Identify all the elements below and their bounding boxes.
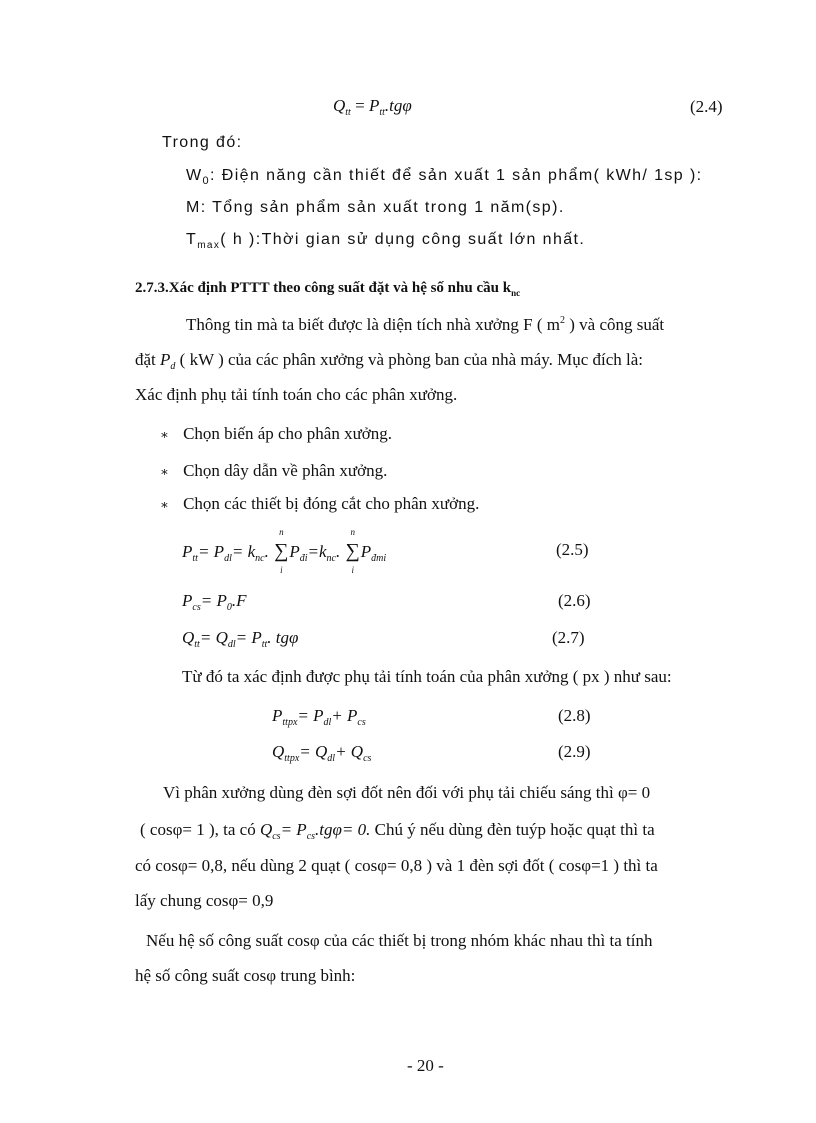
eq29-cs: cs xyxy=(363,753,372,764)
eq24-Q-sub: tt xyxy=(345,107,351,118)
bullet-item xyxy=(160,494,479,514)
tmax-text: ( h ):Thời gian sử dụng công suất lớn nhất. xyxy=(220,231,586,248)
bullet-marker: ∗ xyxy=(160,427,169,442)
sum-upper-limit: n xyxy=(279,527,284,537)
equation-2-8 xyxy=(272,706,366,728)
eq25-P: P xyxy=(182,542,193,561)
eq26-P: P xyxy=(182,591,193,610)
eq25-dl: dl xyxy=(224,553,232,564)
eq28-P: P xyxy=(272,706,283,725)
eq27-dl: dl xyxy=(227,639,236,650)
para3-Q: Q xyxy=(259,820,273,839)
w0-sub: 0 xyxy=(202,175,211,187)
eq24-P: P xyxy=(368,96,380,115)
eq29-Q: Q xyxy=(272,742,285,761)
equation-2-9 xyxy=(272,742,371,764)
eq25-Pdm: P xyxy=(360,542,372,561)
equation-number-2-7: (2.7) xyxy=(552,628,585,647)
para1-line1-sup: 2 xyxy=(559,315,565,326)
eq26-end: .F xyxy=(231,591,247,610)
heading-sub: nc xyxy=(511,288,521,298)
summation-icon: ∑ n i xyxy=(274,527,289,575)
eq28-dl: dl xyxy=(323,717,332,728)
equation-number-2-9: (2.9) xyxy=(558,742,591,761)
eq24-Q: Q xyxy=(333,96,346,115)
para1-line2-b: ( kW ) của các phân xưởng và phòng ban của nhà máy. Mục đích là: xyxy=(175,350,644,369)
para1-line1 xyxy=(186,315,664,335)
tmax-label: T xyxy=(186,231,198,248)
para3-cs: cs xyxy=(272,831,281,842)
bullet-text: Chọn các thiết bị đóng cắt cho phân xưởng. xyxy=(183,494,480,513)
eq25-dot: . xyxy=(264,542,269,561)
eq29-ttpx: ttpx xyxy=(284,753,300,764)
sum-lower-limit: i xyxy=(351,565,355,575)
para4-line1: Nếu hệ số công suất cosφ của các thiết bị trong nhóm khác nhau thì ta tính xyxy=(146,931,653,950)
definition-m: M: Tổng sản phẩm sản xuất trong 1 năm(sp). xyxy=(186,199,565,216)
para3-line4: lấy chung cosφ= 0,9 xyxy=(135,891,274,910)
para1-line1-b: ) và công suất xyxy=(564,315,665,334)
eq27-tt: tt xyxy=(194,639,200,650)
eq28-mid: = P xyxy=(297,706,324,725)
w0-label: W xyxy=(186,167,203,184)
bullet-marker: ∗ xyxy=(160,497,169,512)
eq27-Q: Q xyxy=(182,628,195,647)
para1-line1-a: Thông tin mà ta biết được là diện tích nhà xưởng F ( m xyxy=(186,315,560,334)
eq25-di: đi xyxy=(299,553,308,564)
eq26-cs: cs xyxy=(192,602,201,613)
w0-text: : Điện năng cần thiết để sản xuất 1 sản phẩm( kWh/ 1sp ): xyxy=(210,167,703,184)
summation-icon: ∑ n i xyxy=(345,527,360,575)
definition-tmax xyxy=(186,231,585,251)
bullet-text: Chọn dây dẫn về phân xưởng. xyxy=(183,461,388,480)
para3-cs2: cs xyxy=(306,831,316,842)
tmax-sub: max xyxy=(197,240,221,251)
bullet-item xyxy=(160,424,392,444)
equation-2-4 xyxy=(333,96,412,118)
equation-number-2-8: (2.8) xyxy=(558,706,591,725)
bullet-marker: ∗ xyxy=(160,464,169,479)
equation-2-7 xyxy=(182,628,298,650)
definition-w0 xyxy=(186,167,703,187)
sum-upper-limit: n xyxy=(350,527,355,537)
para2: Từ đó ta xác định được phụ tải tính toán của phân xưởng ( px ) như sau: xyxy=(182,667,672,686)
para1-line2 xyxy=(135,350,643,372)
eq25-eq2: = k xyxy=(231,542,256,561)
para3-mid: = P xyxy=(280,820,307,839)
eq25-dmi: đmi xyxy=(371,553,387,564)
eq24-rest: .tgφ xyxy=(384,96,412,115)
eq27-tt2: tt xyxy=(261,639,268,650)
eq24-equals: = xyxy=(355,96,365,115)
para3-line2-a: ( cosφ= 1 ), ta có xyxy=(140,820,260,839)
para3-line1: Vì phân xưởng dùng đèn sợi đốt nên đối với phụ tải chiếu sáng thì φ= 0 xyxy=(163,783,651,802)
eq28-ttpx: ttpx xyxy=(282,717,298,728)
eq24-P-sub: tt xyxy=(379,107,385,118)
para1-line3: Xác định phụ tải tính toán cho các phân xưởng. xyxy=(135,385,458,404)
eq28-cs: cs xyxy=(357,717,366,728)
equation-2-5 xyxy=(182,527,387,575)
equation-number-2-5: (2.5) xyxy=(556,540,589,559)
equation-number-2-6: (2.6) xyxy=(558,591,591,610)
eq25-eq1: = P xyxy=(197,542,225,561)
eq26-zero: 0 xyxy=(226,602,232,613)
eq28-plus: + P xyxy=(331,706,358,725)
para4-line2: hệ số công suất cosφ trung bình: xyxy=(135,966,356,985)
para1-line2-a: đặt xyxy=(135,350,161,369)
para3-line2-b: Chú ý nếu dùng đèn tuýp hoặc quạt thì ta xyxy=(370,820,655,839)
eq25-dot2: . xyxy=(336,542,341,561)
page-number: - 20 - xyxy=(407,1056,444,1075)
bullet-item xyxy=(160,461,387,481)
eq25-Pdi: P xyxy=(289,542,300,561)
eq26-mid: = P xyxy=(200,591,227,610)
para3-tg: .tgφ= 0. xyxy=(315,820,371,839)
eq29-mid: = Q xyxy=(299,742,328,761)
eq27-mid2: = P xyxy=(235,628,262,647)
trong-do-label: Trong đó: xyxy=(162,134,243,151)
equation-2-6 xyxy=(182,591,246,613)
para3-line2 xyxy=(140,820,655,842)
para1-line2-sub: d xyxy=(170,361,176,372)
equation-number-2-4: (2.4) xyxy=(690,97,723,116)
para1-line2-P: P xyxy=(160,350,171,369)
eq29-plus: + Q xyxy=(335,742,364,761)
eq25-tt: tt xyxy=(192,553,198,564)
heading-text: 2.7.3.Xác định PTTT theo công suất đặt và hệ số nhu cầu k xyxy=(135,280,512,296)
eq27-end: . tgφ xyxy=(267,628,299,647)
sum-lower-limit: i xyxy=(280,565,283,575)
eq27-mid1: = Q xyxy=(199,628,228,647)
section-heading xyxy=(135,280,520,298)
eq25-nc2: nc xyxy=(326,553,336,564)
eq29-dl: dl xyxy=(327,753,336,764)
para3-line3: có cosφ= 0,8, nếu dùng 2 quạt ( cosφ= 0,8 ) và 1 đèn sợi đốt ( cosφ=1 ) thì ta xyxy=(135,856,658,875)
bullet-text: Chọn biến áp cho phân xưởng. xyxy=(183,424,393,443)
eq25-eq3: =k xyxy=(307,542,327,561)
eq25-nc: nc xyxy=(255,553,265,564)
